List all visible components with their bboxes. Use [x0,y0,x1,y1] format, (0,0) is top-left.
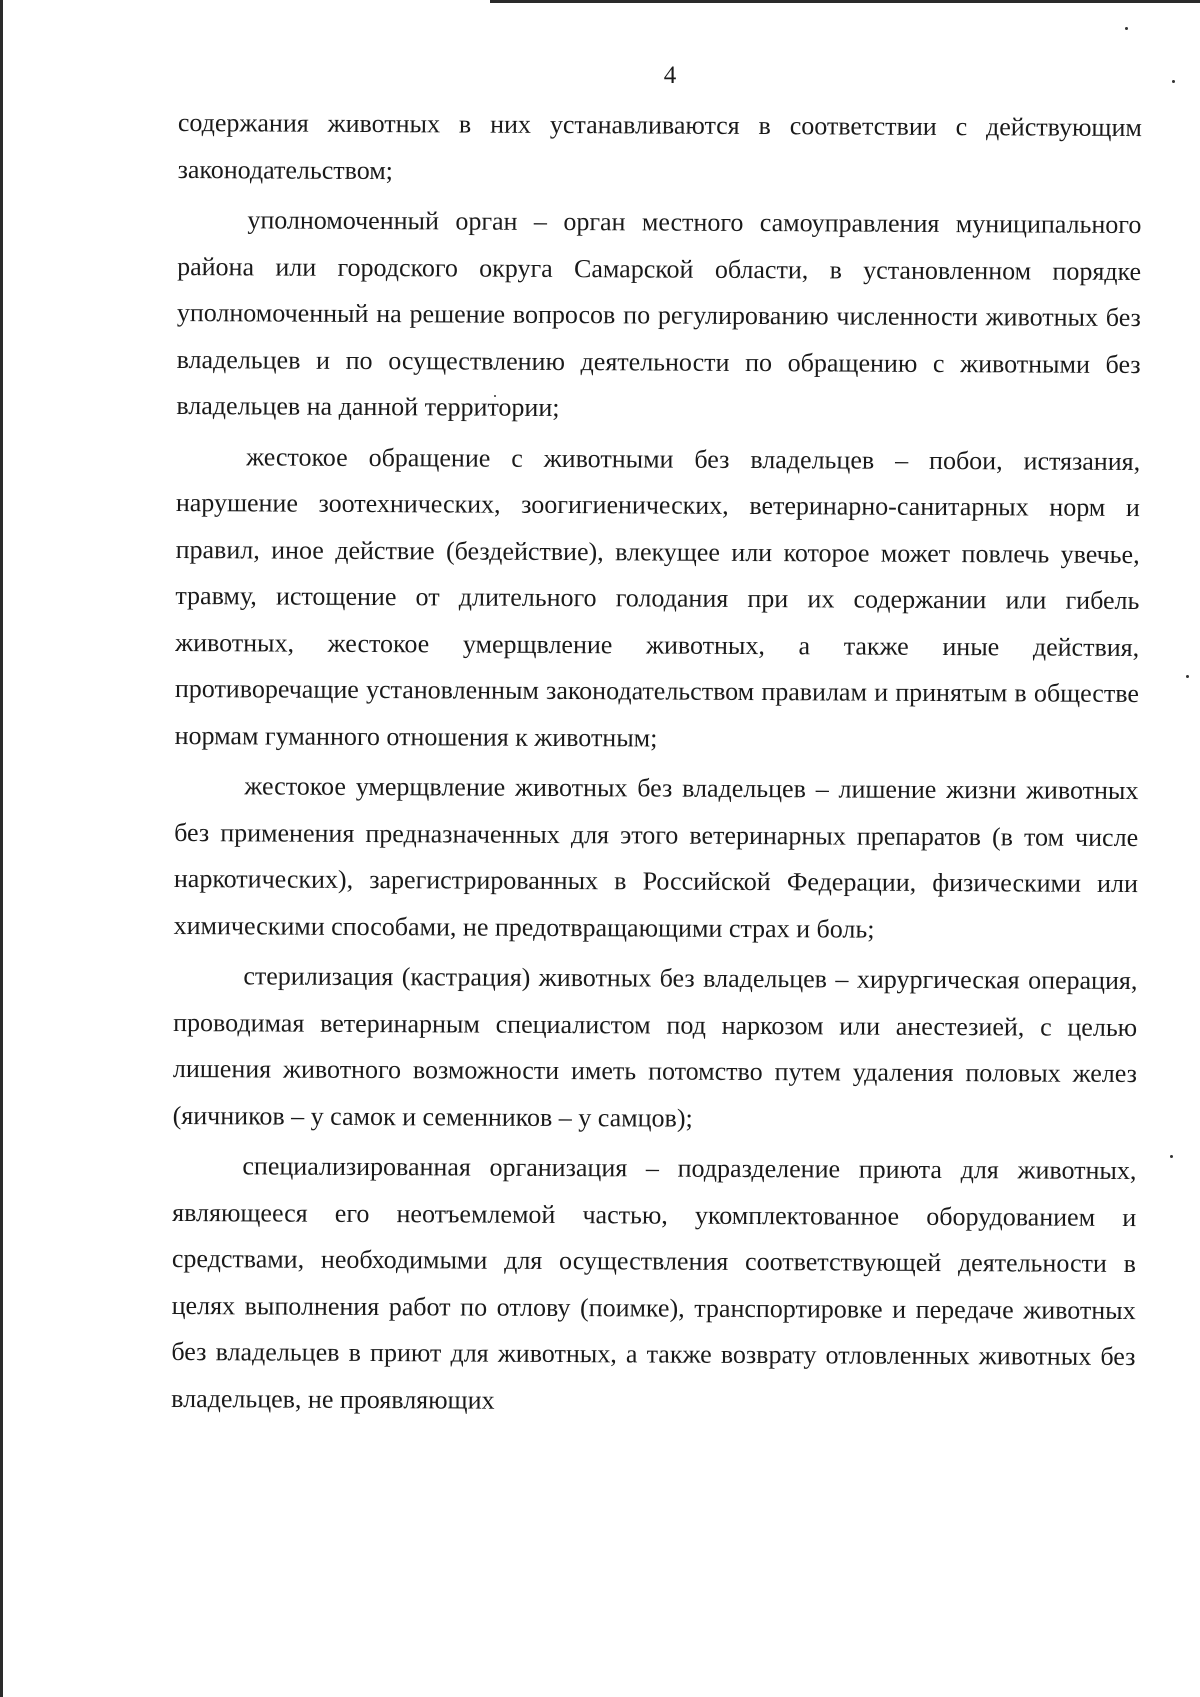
paragraph-sterilization: стерилизация (кастрация) животных без владельцев – хирургическая операция, проводимая ветеринарным специалистом под наркозом или анестезией, с целью лишения животного возможности иметь потомство путем удаления половых желез (яичников – у самок и семенников – у самцов); [172,961,1138,1133]
paragraph-continuation: содержания животных в них устанавливаются в соответствии с действующим законодательством; [177,107,1142,185]
paragraph-authorized-body: уполномоченный орган – орган местного самоуправления муниципального района или городского округа Самарской области, в установленном порядке уполномоченный на решение вопросов по регулированию численности животных без владельцев и по осуществлению деятельности по обращению с животными без владельцев на данной территории; [176,205,1142,423]
scan-left-edge [0,0,3,1697]
scan-speck [1170,1155,1173,1158]
scan-speck [1186,675,1189,678]
paragraph-cruel-killing: жестокое умерщвление животных без владельцев – лишение жизни животных без применения предназначенных для этого ветеринарных препаратов (в том числе наркотических), зарегистрированных в Российской Федерации, физическими или химическими способами, не предотвращающими страх и боль; [173,771,1139,944]
paragraph-cruel-treatment: жестокое обращение с животными без владельцев – побои, истязания, нарушение зоотехнических, зоогигиенических, ветеринарно-санитарных норм и правил, иное действие (бездействие), влекущее или которое может повлечь увечье, травму, истощение от длительного голодания при их содержании или гибель животных, жестокое умерщвление животных, а также иные действия, противоречащие установленным законодательством правилам и принятым в обществе нормам гуманного отношения к животным; [174,441,1141,753]
scan-speck [1125,27,1128,30]
page-number: 4 [663,62,677,89]
scan-top-edge [490,0,1200,3]
document-body [171,100,1142,1431]
paragraph-specialized-organization: специализированная организация – подразделение приюта для животных, являющееся его неотъемлемой частью, укомплектованное оборудованием и средствами, необходимыми для осуществления соответствующей деятельности в целях выполнения работ по отлову (поимке), транспортировке и передаче животных без владельцев в приют для животных, а также возврату отловленных животных без владельцев, не проявляющих [171,1151,1137,1415]
